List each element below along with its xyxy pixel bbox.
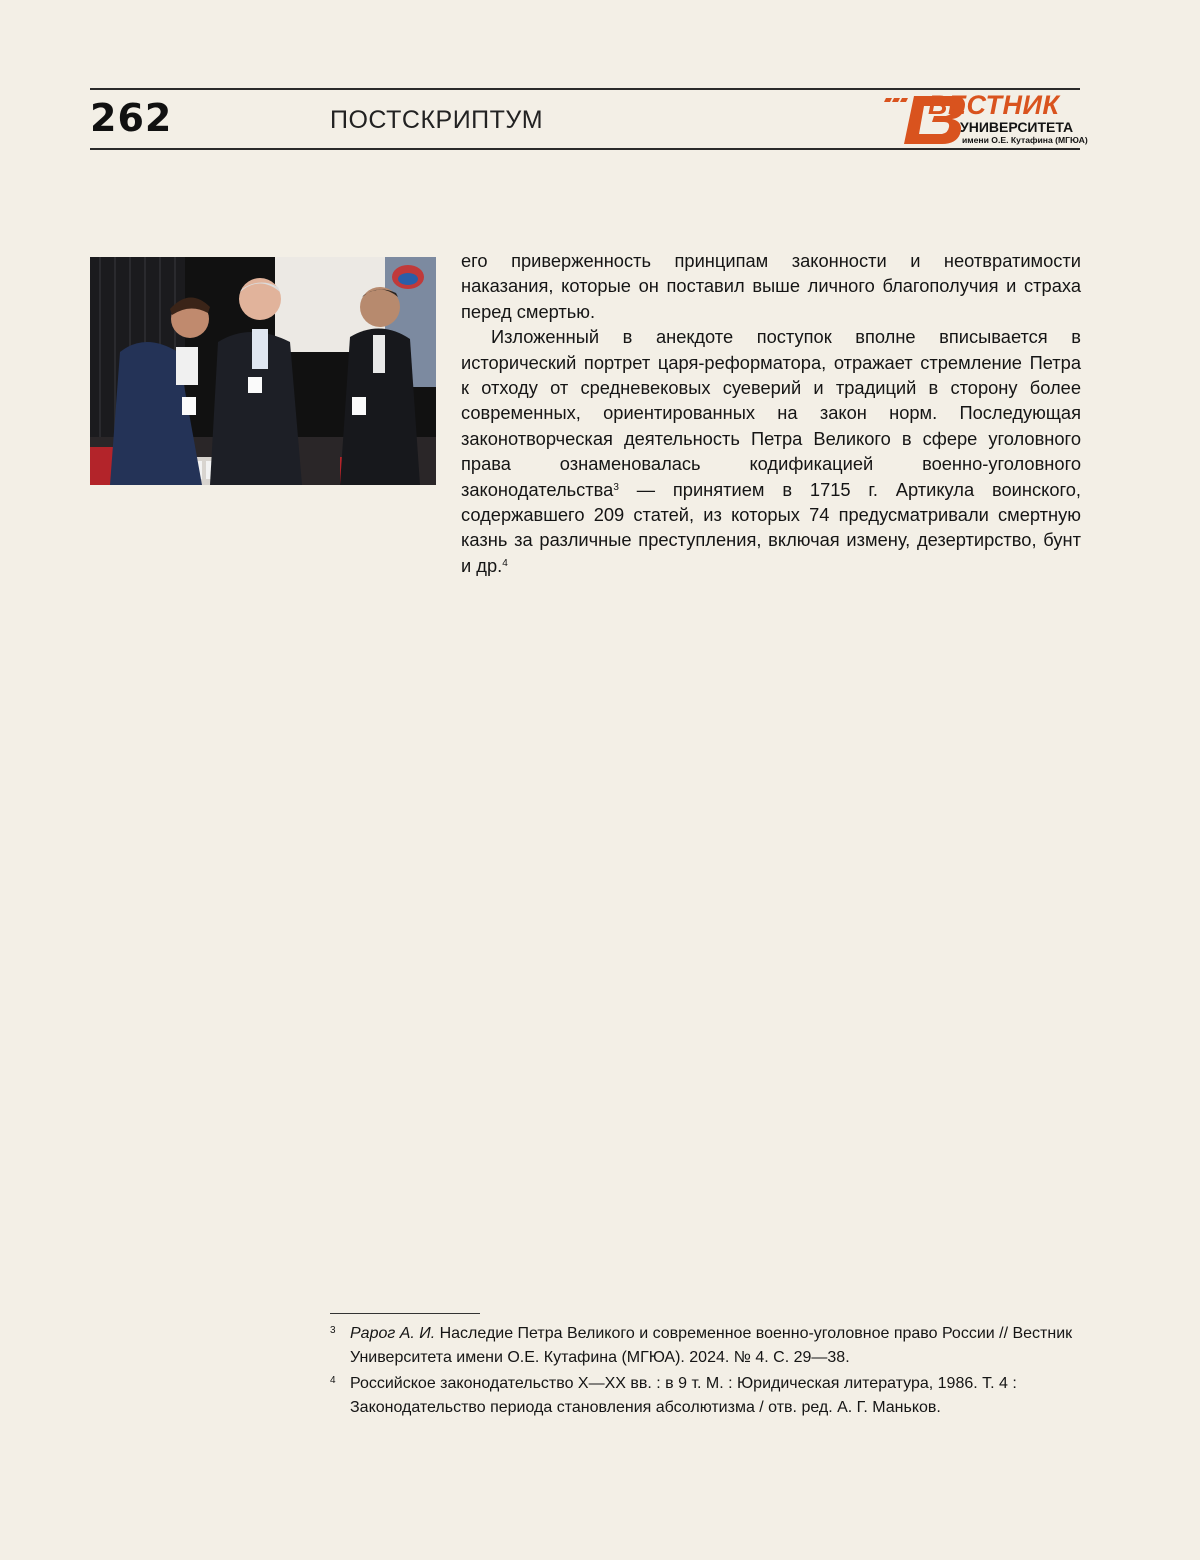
footnote-text: Наследие Петра Великого и современное военно-уголовное право России // Вестник Университета имени О.Е. Кутафина (МГЮА). 2024. № 4. С. 29—38. [350,1325,1072,1366]
footnote-text: Российское законодательство X—XX вв. : в 9 т. М. : Юридическая литература, 1986. Т. 4 : Законодательство периода становления абсолютизма / отв. ред. А. Г. Маньков. [350,1375,1017,1416]
paragraph: его приверженность принципам законности и неотвратимости наказания, которые он поставил выше личного благополучия и страха перед смертью. [461,248,1081,324]
header-bottom-rule [90,148,1080,150]
logo-title: ВЕСТНИК [928,90,1060,121]
conference-photo [90,257,436,485]
footnote-separator [330,1313,480,1314]
logo-caption: имени О.Е. Кутафина (МГЮА) [962,135,1088,145]
footnotes [330,1322,1090,1422]
footnote-ref-4[interactable]: 4 [502,558,508,569]
footnote-author: Рарог А. И. [350,1325,435,1342]
footnote-number: 3 [330,1319,336,1343]
footnote [330,1322,1090,1370]
paragraph-text: — принятием в 1715 г. Артикула воинского, содержавшего 209 статей, из которых 74 предусматривали смертную казнь за различные преступления, включая измену, дезертирство, бунт и др. [461,479,1081,576]
page-number: 262 [90,96,172,140]
logo-subtitle: УНИВЕРСИТЕТА [960,119,1073,135]
article-body [461,248,1081,578]
footnote-ref-3[interactable]: 3 [613,482,619,493]
paragraph-text: Изложенный в анекдоте поступок вполне вписывается в исторический портрет царя-реформатора, отражает стремление Петра к отходу от средневековых суеверий и традиций в сторону более современных, ориентированных на закон норм. Последующая законотворческая деятельность Петра Великого в сфере уголовного права ознаменовалась кодификацией военно-уголовного законодательства [461,326,1081,499]
section-title: ПОСТСКРИПТУМ [330,106,543,135]
footnote-number: 4 [330,1369,336,1393]
paragraph [461,324,1081,578]
footnote [330,1372,1090,1420]
journal-logo [884,92,1082,146]
